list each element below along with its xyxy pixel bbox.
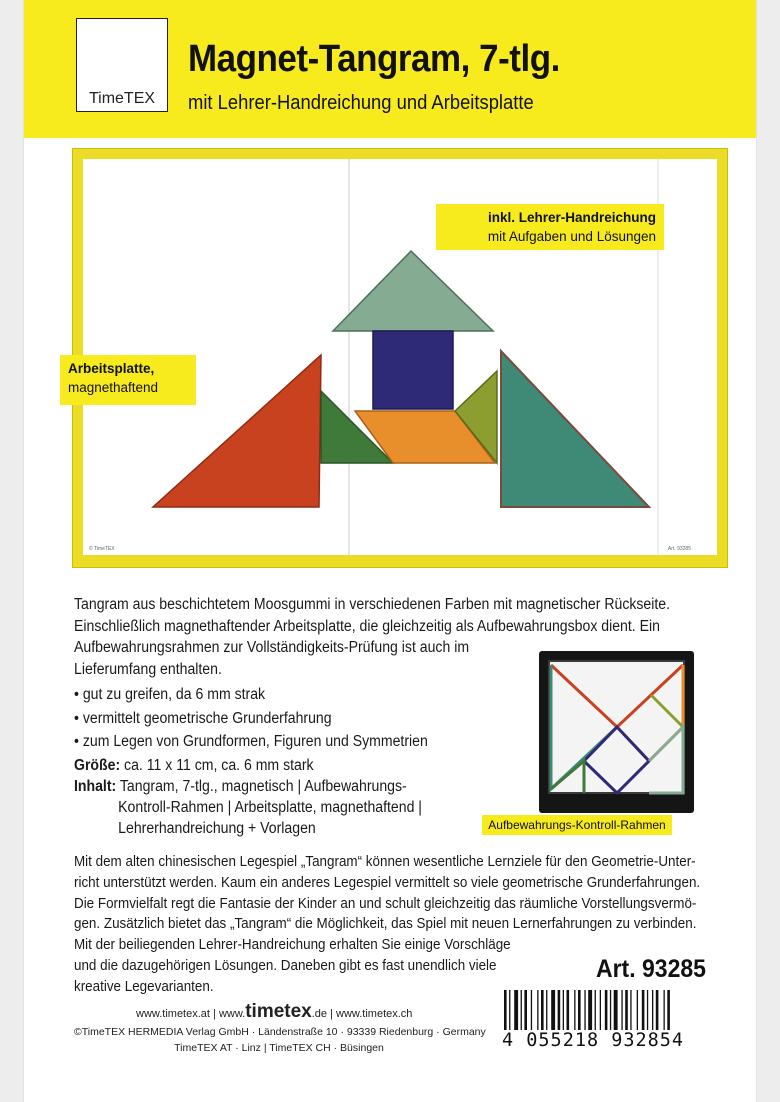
description-line: Tangram aus beschichtetem Moosgummi in verschiedenen Farben mit magnetischer Rückseite. [74,596,671,613]
description-top [74,594,692,637]
size-label: Größe: [74,757,121,774]
board-callout [60,355,196,405]
header-banner [24,0,756,138]
guide-callout [436,204,664,250]
description-line: Einschließlich magnethaftender Arbeitsplatte, die gleichzeitig als Aufbewahrungsbox dient. Ein [74,617,660,635]
paragraph-line: Mit der beiliegenden Lehrer-Handreichung erhalten Sie einige Vorschläge [74,937,511,953]
website-links [136,1001,412,1023]
about-paragraph [74,852,714,935]
description-line: Lieferumfang enthalten. [74,660,222,678]
publisher-branches: TimeTEX AT · Linz | TimeTEX CH · Büsingen [174,1042,384,1054]
content-value: Kontroll-Rahmen | Arbeitsplatte, magnethaftend | [118,799,422,816]
url-at[interactable]: www.timetex.at | [136,1008,219,1020]
guide-callout-bold: inkl. Lehrer-Handreichung [487,210,656,225]
paragraph-line: richt unterstützt werden. Kaum ein anderes Legespiel vermittelt so viele geometrische Grunderfahrungen. [74,874,701,891]
product-subtitle: mit Lehrer-Handreichung und Arbeitsplatte [188,92,534,114]
feature-item: • vermittelt geometrische Grunderfahrung [74,709,332,727]
board-callout-bold: Arbeitsplatte, [68,361,155,376]
url-de-brand[interactable]: timetex [245,1001,312,1022]
about-paragraph-end [74,935,516,997]
url-de-prefix[interactable]: www. [218,1008,246,1020]
board-article: Art. 93285 [667,546,691,552]
paragraph-line: Die Formvielfalt regt die Fantasie der Kinder an und schult gleichzeitig das räumliche Vorstellungsvermö- [74,895,697,912]
barcode-number: 4 055218 932854 [502,1030,728,1051]
board-callout-text: magnethaftend [68,380,159,395]
tangram-sage-triangle [333,251,493,331]
url-ch[interactable]: | www.timetex.ch [327,1008,413,1020]
control-frame-drawing [539,651,694,813]
product-card [24,0,756,1102]
tangram-teal-triangle [501,351,649,507]
timetex-logo [76,18,168,112]
content-label: Inhalt: [74,778,117,795]
article-number: Art. 93285 [596,955,706,983]
control-frame-label: Aufbewahrungs-Kontroll-Rahmen [482,815,672,835]
product-title: Magnet-Tangram, 7-tlg. [188,38,560,80]
size-value: ca. 11 x 11 cm, ca. 6 mm stark [124,757,314,774]
description-bottom [74,637,506,680]
paragraph-line: gen. Zusätzlich bietet das „Tangram“ die Möglichkeit, das Spiel mit neuen Lernerfahrungen zu verbinden. [74,916,697,933]
guide-callout-text: mit Aufgaben und Lösungen [487,229,656,244]
content-value: Tangram, 7-tlg., magnetisch | Aufbewahrungs- [119,778,407,795]
publisher-address: ©TimeTEX HERMEDIA Verlag GmbH · Ländenstraße 10 · 93339 Riedenburg · Germany [74,1026,486,1038]
logo-text: TimeTEX [88,90,156,107]
board-copyright: © TimeTEX [89,546,115,552]
paragraph-line: und die dazugehörigen Lösungen. Daneben gibt es fast unendlich viele [74,957,497,974]
feature-list [74,683,428,754]
content-value: Lehrerhandreichung + Vorlagen [118,820,316,837]
control-frame-photo [539,651,694,813]
feature-item: • zum Legen von Grundformen, Figuren und Symmetrien [74,733,428,750]
description-line: Aufbewahrungsrahmen zur Vollständigkeits-Prüfung ist auch im [74,639,470,656]
paragraph-line: kreative Legevarianten. [74,978,214,995]
paragraph-line: Mit dem alten chinesischen Legespiel „Tangram“ können wesentliche Lernziele für den Geometrie-Unter- [74,854,696,870]
feature-item: • gut zu greifen, da 6 mm strak [74,686,266,703]
tangram-navy-square [373,331,453,409]
url-de-suffix[interactable]: .de [311,1008,328,1020]
specifications [74,755,422,839]
